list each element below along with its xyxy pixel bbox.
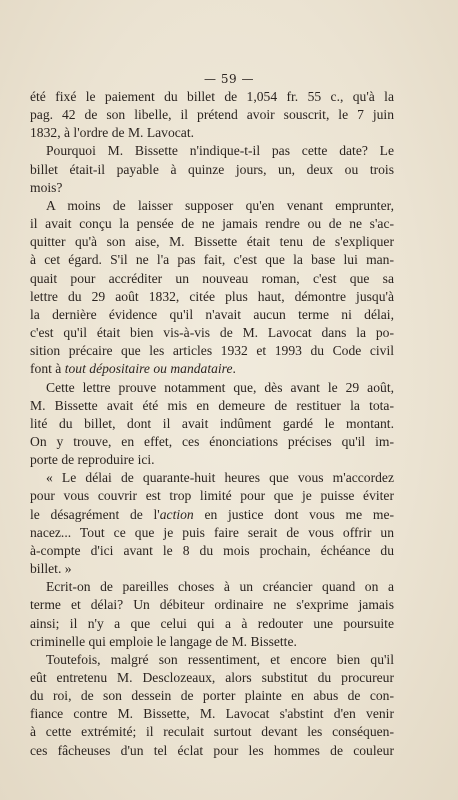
text-line: eût entretenu M. Desclozeaux, alors substitut du procureur: [30, 670, 394, 685]
text-line: ces fâcheuses d'un tel éclat pour les hommes de couleur: [30, 742, 394, 758]
italic-text: tout dépositaire ou mandataire: [64, 361, 233, 377]
italic-text: action: [159, 506, 194, 522]
text-line: Ecrit-on de pareilles choses à un créancier quand on a: [46, 579, 394, 595]
text-line: du roi, de son dessein de porter plainte en abus de con-: [30, 688, 394, 704]
paragraph: [30, 142, 394, 196]
text-line: [30, 360, 394, 378]
text-line: à cet égard. S'il ne l'a pas fait, c'est que la base lui man-: [30, 252, 394, 268]
text-line: terme et délai? Un débiteur ordinaire ne s'exprime jamais: [30, 597, 394, 613]
text-line: à cette extrémité; il reculait surtout devant les conséquen-: [30, 724, 394, 740]
paragraph: [30, 197, 394, 379]
text-line: porte de reproduire ici.: [30, 452, 155, 468]
text-line: à-compte d'ici avant le 8 du mois prochain, échéance du: [30, 542, 394, 558]
text-line: quitter qu'à son aise, M. Bissette était tenu de s'expliquer: [30, 234, 394, 250]
text-line: nacez... Tout ce que je puis faire serait de vous offrir un: [30, 524, 394, 540]
text-line: 1832, à l'ordre de M. Lavocat.: [30, 125, 195, 141]
text-line: fiance contre M. Bissette, M. Lavocat s'abstint d'en venir: [30, 706, 394, 722]
page-number: — 59 —: [204, 72, 254, 86]
text-run: le désagrément de l': [30, 506, 160, 522]
text-line: sition précaire que les articles 1932 et 1993 du Code civil: [30, 343, 394, 359]
paragraph: [30, 578, 394, 651]
text-line: billet était-il payable à quinze jours, un, deux ou trois: [30, 161, 394, 177]
text-line: « Le délai de quarante-huit heures que vous m'accordez: [46, 470, 394, 486]
text-line: quait pour accréditer un nouveau roman, c'est que sa: [30, 270, 394, 286]
text-run: font à: [30, 361, 65, 377]
body-text: [30, 88, 394, 760]
text-line: Toutefois, malgré son ressentiment, et encore bien qu'il: [46, 651, 394, 667]
text-line: mois?: [30, 179, 63, 195]
text-line: la dernière évidence qu'il n'avait aucun terme ni délai,: [30, 306, 394, 322]
text-line: [30, 506, 394, 524]
quotation-paragraph: [30, 469, 394, 578]
text-run: .: [232, 361, 236, 377]
paragraph: [30, 651, 394, 760]
paragraph: [30, 88, 394, 142]
text-line: ainsi; il n'y a que celui qui a à redouter une poursuite: [30, 615, 394, 631]
text-line: Cette lettre prouve notamment que, dès avant le 29 août,: [46, 379, 394, 395]
text-line: On y trouve, en effet, ces énonciations précises qu'il im-: [30, 433, 394, 449]
text-line: pour vous couvrir est trop limité pour que je puisse éviter: [30, 488, 394, 504]
text-line: été fixé le paiement du billet de 1,054 fr. 55 c., qu'à la: [30, 89, 394, 104]
text-line: pag. 42 de son libelle, il prétend avoir souscrit, le 7 juin: [30, 107, 394, 123]
text-line: criminelle qui emploie le langage de M. Bissette.: [30, 633, 297, 649]
text-line: il avait conçu la pensée de ne jamais rendre ou de ne s'ac-: [30, 216, 394, 232]
paragraph: [30, 379, 394, 470]
text-line: billet. »: [30, 561, 72, 577]
text-line: M. Bissette avait été mis en demeure de restituer la tota-: [30, 397, 394, 413]
text-line: Pourquoi M. Bissette n'indique-t-il pas cette date? Le: [46, 143, 394, 159]
text-line: c'est qu'il était bien vis-à-vis de M. Lavocat dans la po-: [30, 325, 394, 341]
text-line: lettre du 29 août 1832, citée plus haut, démontre jusqu'à: [30, 288, 394, 304]
text-line: A moins de laisser supposer qu'en venant emprunter,: [46, 197, 394, 213]
text-line: lité du billet, dont il avait indûment gardé le montant.: [30, 415, 394, 431]
text-run: en justice dont vous me me-: [193, 506, 394, 522]
